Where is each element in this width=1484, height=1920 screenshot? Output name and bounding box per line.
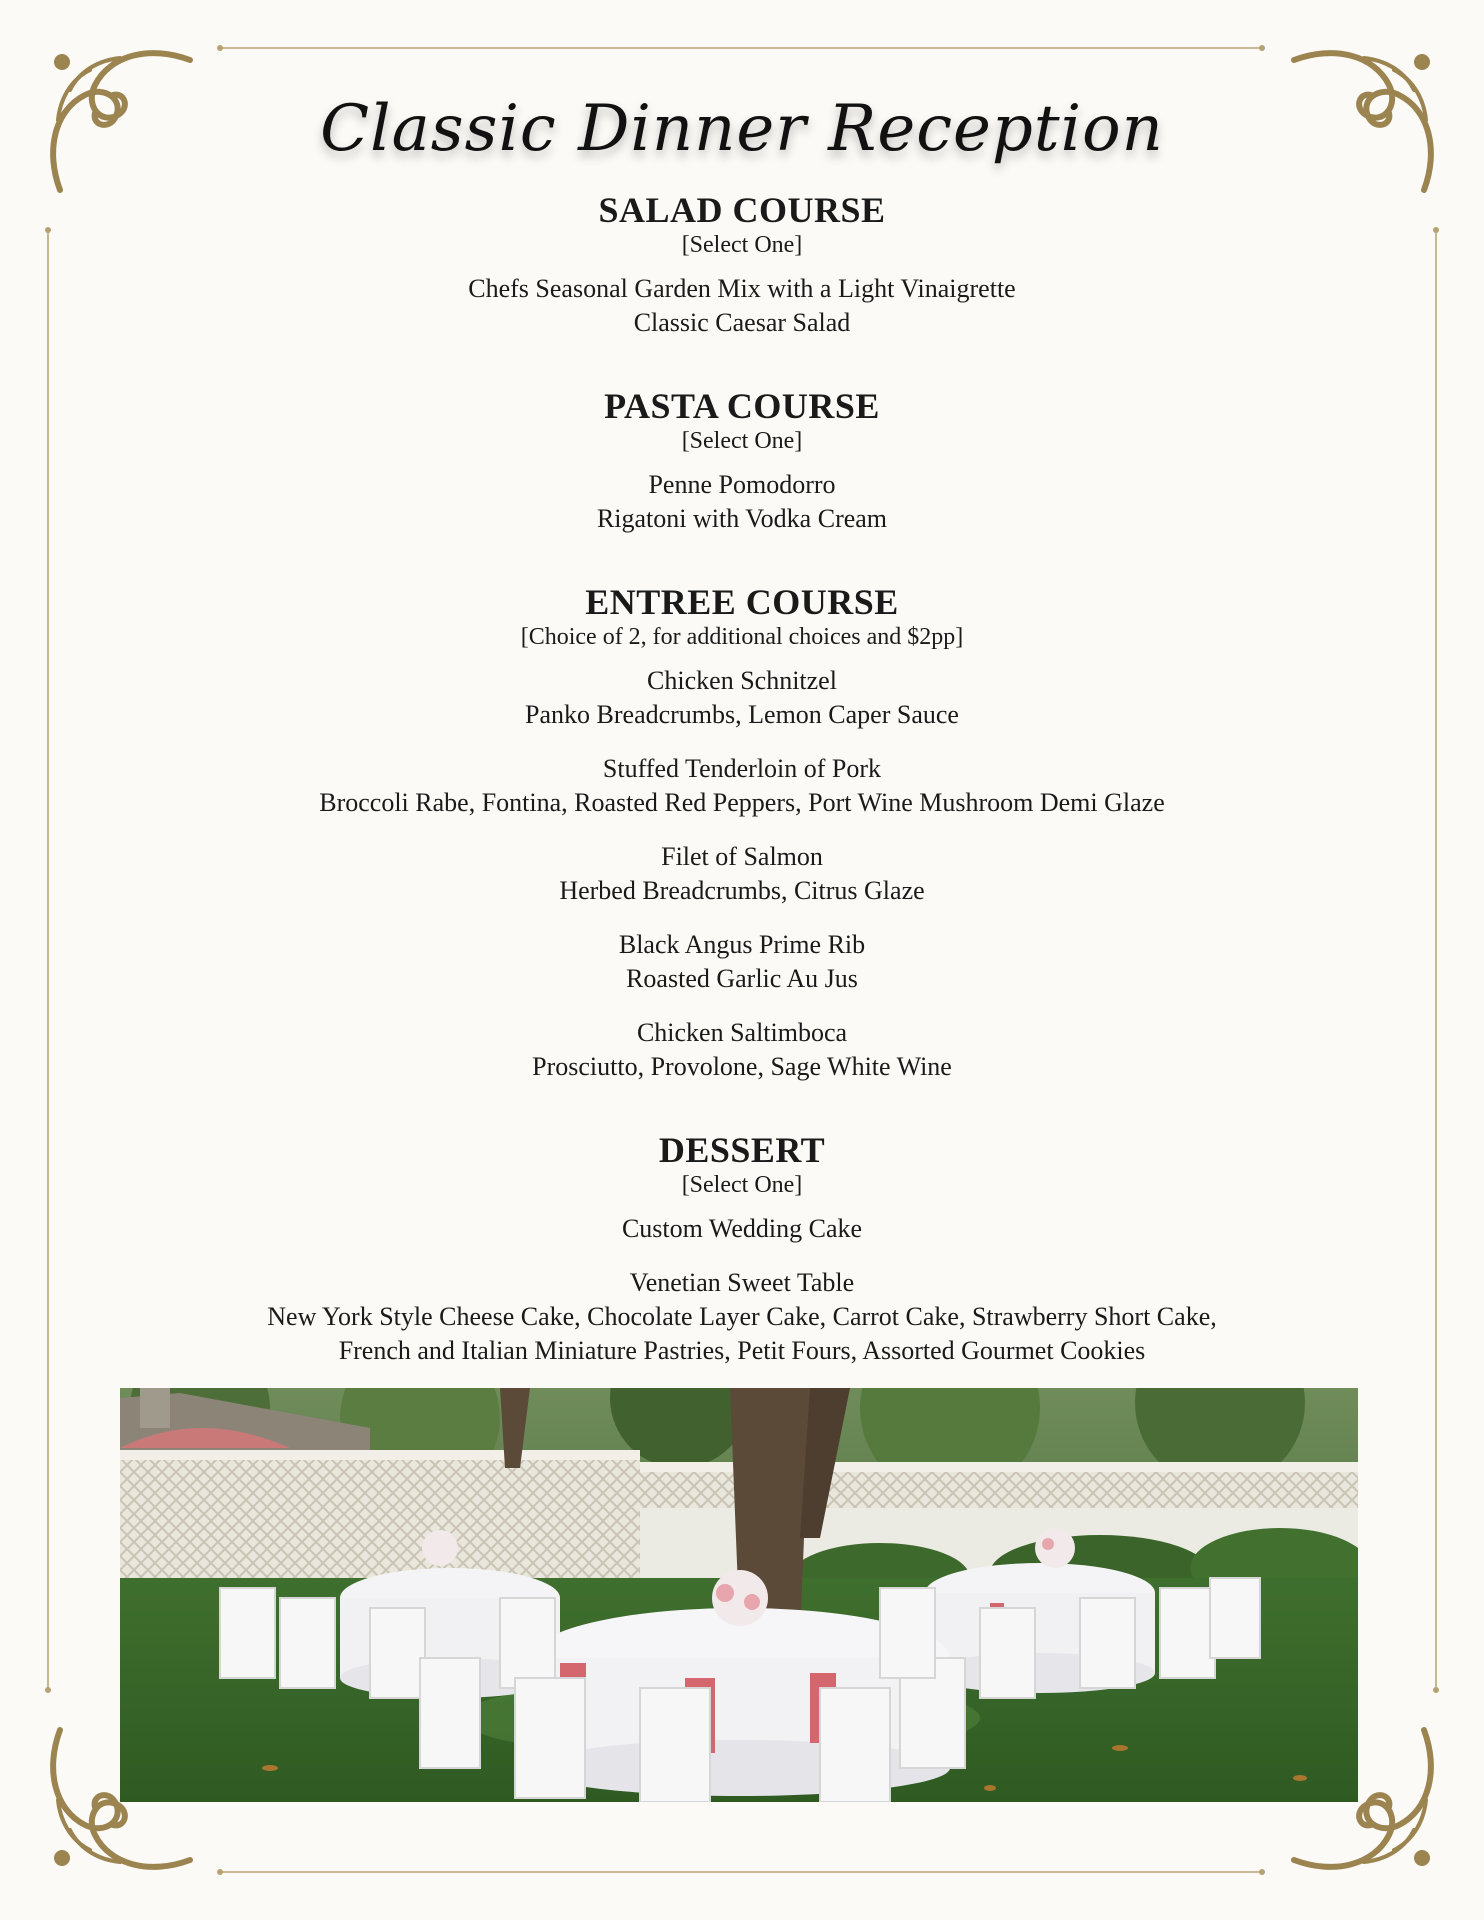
dish-item: [0, 1266, 1484, 1368]
dish-description: Panko Breadcrumbs, Lemon Caper Sauce: [525, 700, 959, 729]
dish-description: Prosciutto, Provolone, Sage White Wine: [532, 1052, 952, 1081]
dish-description: Herbed Breadcrumbs, Citrus Glaze: [559, 876, 925, 905]
dish-name: Black Angus Prime Rib: [618, 930, 866, 959]
section-entree: [0, 582, 1484, 1084]
menu-content: [0, 190, 1484, 1388]
dish-name: Stuffed Tenderloin of Pork: [602, 754, 882, 783]
dish-name: Chicken Schnitzel: [647, 666, 837, 695]
dish-item: [0, 1212, 1484, 1246]
section-salad: [0, 190, 1484, 340]
dish-name: Rigatoni with Vodka Cream: [596, 504, 888, 533]
page-title: Classic Dinner Reception: [320, 92, 1164, 166]
dish-name: Venetian Sweet Table: [629, 1268, 855, 1297]
section-note: [Select One]: [681, 232, 803, 258]
dish-description: French and Italian Miniature Pastries, Petit Fours, Assorted Gourmet Cookies: [338, 1336, 1146, 1365]
dish-item: [0, 1016, 1484, 1084]
dish-description: New York Style Cheese Cake, Chocolate Layer Cake, Carrot Cake, Strawberry Short Cake,: [267, 1302, 1217, 1331]
dish-item: [0, 752, 1484, 820]
dish-name: Filet of Salmon: [661, 842, 823, 871]
section-heading: ENTREE COURSE: [585, 582, 899, 622]
dish-item: [0, 664, 1484, 732]
garden-reception-photo: [120, 1388, 1358, 1802]
dish-item: [0, 928, 1484, 996]
section-heading: PASTA COURSE: [604, 386, 880, 426]
dish-name: Chicken Saltimboca: [636, 1018, 848, 1047]
dish-name: Classic Caesar Salad: [633, 308, 851, 337]
dish-item: [0, 840, 1484, 908]
section-dessert: [0, 1130, 1484, 1368]
dish-name: Custom Wedding Cake: [621, 1214, 863, 1243]
section-pasta: [0, 386, 1484, 536]
section-note: [Select One]: [681, 428, 803, 454]
section-heading: SALAD COURSE: [598, 190, 886, 230]
dish-name: Penne Pomodorro: [648, 470, 836, 499]
section-note: [Select One]: [681, 1172, 803, 1198]
dish-description: Broccoli Rabe, Fontina, Roasted Red Peppers, Port Wine Mushroom Demi Glaze: [319, 788, 1165, 817]
section-note: [Choice of 2, for additional choices and $2pp]: [520, 624, 964, 650]
dish-description: Roasted Garlic Au Jus: [626, 964, 858, 993]
dish-name: Chefs Seasonal Garden Mix with a Light Vinaigrette: [468, 274, 1016, 303]
section-heading: DESSERT: [658, 1130, 826, 1170]
